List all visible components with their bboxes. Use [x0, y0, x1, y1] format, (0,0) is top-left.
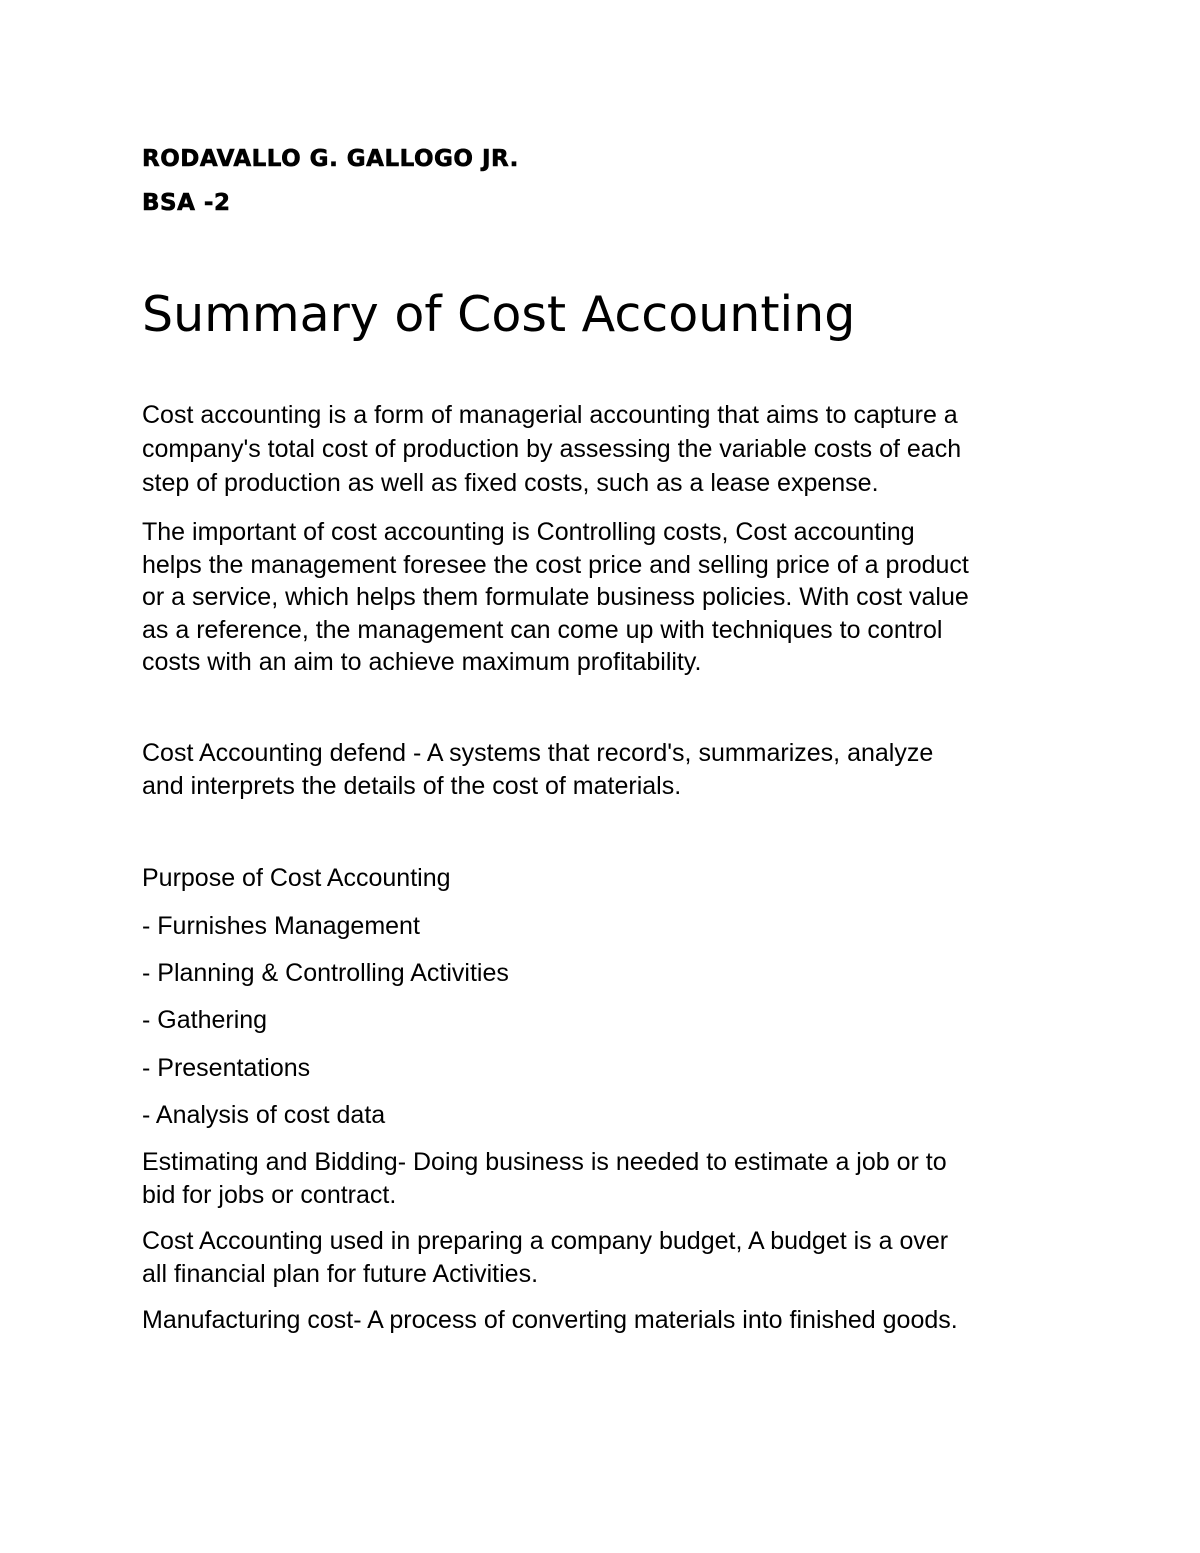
document-title: Summary of Cost Accounting — [142, 286, 856, 343]
intro-line: company's total cost of production by assessing the variable costs of each — [142, 435, 962, 463]
intro-paragraph — [142, 398, 1062, 500]
author-name: RODAVALLO G. GALLOGO JR. — [142, 146, 519, 172]
budget-line: all financial plan for future Activities. — [142, 1259, 539, 1288]
purpose-heading — [142, 862, 1062, 895]
estimating-line: bid for jobs or contract. — [142, 1180, 397, 1209]
budget-paragraph — [142, 1225, 1062, 1290]
list-item: - Analysis of cost data — [142, 1100, 386, 1129]
manufacturing-line: Manufacturing cost- A process of converting materials into finished goods. — [142, 1306, 958, 1334]
list-item: - Planning & Controlling Activities — [142, 959, 509, 988]
budget-line: Cost Accounting used in preparing a company budget, A budget is a over — [142, 1227, 949, 1255]
list-item: - Furnishes Management — [142, 912, 420, 940]
definition-line: Cost Accounting defend - A systems that record's, summarizes, analyze — [142, 739, 934, 767]
manufacturing-paragraph — [142, 1304, 1062, 1337]
purpose-heading-text: Purpose of Cost Accounting — [142, 864, 451, 892]
importance-paragraph — [142, 516, 1062, 679]
definition-line: and interprets the details of the cost of materials. — [142, 771, 682, 800]
importance-line: as a reference, the management can come up with techniques to control — [142, 615, 943, 644]
list-item: - Gathering — [142, 1006, 268, 1035]
definition-paragraph — [142, 737, 1062, 802]
list-item: - Presentations — [142, 1053, 311, 1082]
author-course: BSA -2 — [142, 190, 231, 216]
importance-line: costs with an aim to achieve maximum profitability. — [142, 648, 702, 676]
intro-line: Cost accounting is a form of managerial accounting that aims to capture a — [142, 401, 958, 429]
estimating-line: Estimating and Bidding- Doing business is needed to estimate a job or to — [142, 1148, 947, 1176]
purpose-list — [142, 910, 509, 1146]
intro-line: step of production as well as fixed costs, such as a lease expense. — [142, 469, 879, 497]
importance-line: The important of cost accounting is Controlling costs, Cost accounting — [142, 518, 915, 546]
importance-line: or a service, which helps them formulate business policies. With cost value — [142, 583, 969, 611]
estimating-paragraph — [142, 1146, 1062, 1211]
importance-line: helps the management foresee the cost price and selling price of a product — [142, 550, 969, 579]
